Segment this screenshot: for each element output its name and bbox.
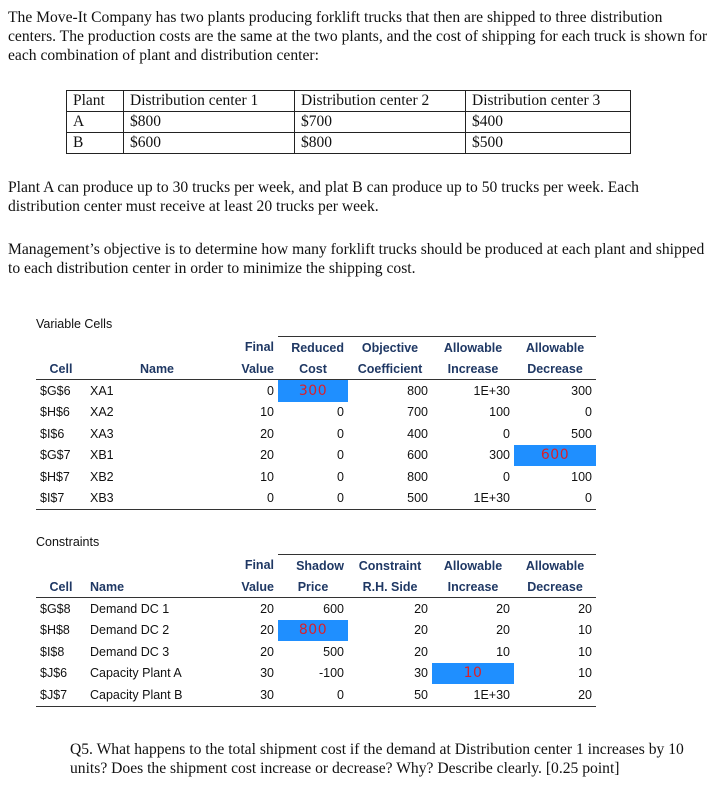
table-cell: 0 (337, 448, 344, 463)
table-cell: 500 (571, 426, 592, 441)
header-cell: Value (228, 576, 278, 598)
header-cell: Increase (432, 576, 514, 598)
table-cell: 0 (267, 383, 274, 398)
table-row (36, 598, 596, 620)
table-cell: $G$8 (40, 601, 71, 616)
table-cell: 50 (348, 684, 432, 706)
table-cell: 0 (503, 426, 510, 441)
table-cell: $400 (466, 112, 631, 133)
table-cell: 600 (407, 448, 428, 463)
header-cell (36, 555, 86, 577)
table-cell: $600 (124, 133, 295, 154)
header-cell: Name (86, 576, 228, 598)
table-row (36, 423, 596, 445)
table-cell: XA2 (90, 405, 114, 420)
header-cell: Objective (348, 337, 432, 359)
header-cell: Distribution center 2 (295, 91, 466, 112)
header-cell: Distribution center 3 (466, 91, 631, 112)
table-cell: 0 (337, 469, 344, 484)
handwritten-note: 300 (278, 380, 348, 402)
table-row (36, 380, 596, 402)
table-row (36, 620, 596, 642)
table-cell: Demand DC 1 (90, 601, 170, 616)
header-row (36, 358, 596, 380)
table-cell: 800 (407, 383, 428, 398)
table-cell: B (67, 133, 124, 154)
table-cell: 600 (323, 601, 344, 616)
header-cell (36, 337, 86, 359)
table-cell: 20 (260, 448, 274, 463)
header-cell (86, 337, 228, 359)
header-row (36, 555, 596, 577)
header-cell: Allowable (432, 337, 514, 359)
table-cell: $H$6 (40, 405, 70, 420)
header-cell: Plant (67, 91, 124, 112)
header-cell: Cell (36, 576, 86, 598)
table-cell: 20 (514, 684, 596, 706)
table-cell: 0 (278, 684, 348, 706)
table-cell: XB1 (90, 448, 114, 463)
shipping-cost-table (66, 90, 631, 154)
header-cell: Shadow (278, 555, 348, 577)
header-cell: Final (244, 558, 274, 573)
table-cell: 20 (578, 601, 592, 616)
table-cell: XB2 (90, 469, 114, 484)
header-cell: Allowable (514, 337, 596, 359)
table-cell: $800 (124, 112, 295, 133)
header-cell: Allowable (432, 555, 514, 577)
header-cell: Final (244, 340, 274, 355)
table-cell: 20 (414, 601, 428, 616)
header-cell: Cost (278, 358, 348, 380)
header-row (36, 337, 596, 359)
table-cell: A (67, 112, 124, 133)
table-cell: 30 (260, 666, 274, 681)
table-cell: 1E+30 (432, 488, 514, 510)
table-header-row (67, 91, 631, 112)
table-row (36, 641, 596, 663)
table-cell: 0 (337, 405, 344, 420)
table-cell: 500 (323, 644, 344, 659)
constraints-title: Constraints (36, 535, 100, 549)
table-cell: $G$6 (40, 383, 71, 398)
table-cell: 0 (228, 488, 278, 510)
header-cell: Coefficient (348, 358, 432, 380)
variable-cells-title: Variable Cells (36, 317, 113, 331)
table-row (36, 445, 596, 467)
table-cell: 0 (514, 488, 596, 510)
table-cell: 20 (260, 426, 274, 441)
table-cell: Demand DC 2 (90, 623, 170, 638)
table-cell: $I$8 (40, 644, 65, 659)
table-cell: 20 (414, 644, 428, 659)
table-cell: XA3 (90, 426, 114, 441)
table-cell: Demand DC 3 (90, 644, 170, 659)
table-cell: 10 (260, 469, 274, 484)
table-cell: 10 (496, 644, 510, 659)
header-cell: Price (278, 576, 348, 598)
header-cell: Increase (432, 358, 514, 380)
table-row (36, 466, 596, 488)
table-cell: 20 (260, 623, 274, 638)
header-cell: Decrease (514, 576, 596, 598)
table-row (67, 112, 631, 133)
table-cell: 20 (414, 623, 428, 638)
header-cell: Distribution center 1 (124, 91, 295, 112)
table-cell: $H$8 (40, 623, 70, 638)
header-cell: Decrease (514, 358, 596, 380)
table-row (36, 684, 596, 706)
table-cell: 300 (571, 383, 592, 398)
table-cell: 100 (571, 469, 592, 484)
variable-cells-table (36, 336, 596, 510)
table-cell: 20 (496, 623, 510, 638)
table-cell: Capacity Plant A (90, 666, 182, 681)
handwritten-note: 600 (514, 445, 596, 467)
table-cell: 10 (578, 644, 592, 659)
objective-paragraph: Management’s objective is to determine how many forklift trucks should be produced at each plant and shipped to each distribution center in order to minimize the shipping cost. (8, 241, 705, 277)
header-cell: Constraint (348, 555, 432, 577)
table-cell: 300 (489, 448, 510, 463)
table-cell: $800 (295, 133, 466, 154)
table-cell: 0 (503, 469, 510, 484)
table-cell: $G$7 (40, 448, 71, 463)
handwritten-note: 10 (432, 663, 514, 685)
table-cell: $J$7 (36, 684, 86, 706)
table-cell: 0 (278, 488, 348, 510)
table-row (36, 663, 596, 685)
header-cell: Cell (36, 358, 86, 380)
table-cell: 400 (407, 426, 428, 441)
table-row (67, 133, 631, 154)
question-paragraph: Q5. What happens to the total shipment cost if the demand at Distribution center 1 increases by 10 units? Does the shipment cost increase or decrease? Why? Describe clearly. [0.25 point] (70, 741, 684, 777)
table-cell: $700 (295, 112, 466, 133)
table-cell: 1E+30 (432, 684, 514, 706)
header-cell: Allowable (514, 555, 596, 577)
header-row (36, 576, 596, 598)
table-cell: $H$7 (40, 469, 70, 484)
table-cell: Capacity Plant B (86, 684, 228, 706)
table-cell: $I$7 (36, 488, 86, 510)
table-cell: 0 (337, 426, 344, 441)
table-cell: 10 (578, 666, 592, 681)
header-cell (86, 555, 228, 577)
table-row (36, 488, 596, 510)
header-cell: Name (86, 358, 228, 380)
table-cell: 100 (489, 405, 510, 420)
table-cell: $J$6 (40, 666, 68, 681)
header-cell: R.H. Side (348, 576, 432, 598)
table-cell: $I$6 (40, 426, 65, 441)
table-cell: -100 (318, 666, 344, 681)
table-cell: 800 (407, 469, 428, 484)
header-cell: Reduced (278, 337, 348, 359)
table-cell: 20 (260, 601, 274, 616)
table-cell: 10 (578, 623, 592, 638)
table-cell: 30 (414, 666, 428, 681)
table-cell: XA1 (90, 383, 114, 398)
table-cell: 20 (496, 601, 510, 616)
table-cell: $500 (466, 133, 631, 154)
table-cell: 0 (585, 405, 592, 420)
table-cell: 30 (228, 684, 278, 706)
table-row (36, 402, 596, 424)
handwritten-note: 800 (278, 620, 348, 642)
constraints-table (36, 554, 596, 707)
table-cell: 1E+30 (473, 383, 510, 398)
table-cell: XB3 (86, 488, 228, 510)
table-cell: 10 (260, 405, 274, 420)
intro-paragraph: The Move-It Company has two plants producing forklift trucks that then are shipped to three distribution centers. The production costs are the same at the two plants, and the cost of shipping for each truck is shown for each combination of plant and distribution center: (8, 9, 708, 64)
table-cell: 700 (407, 405, 428, 420)
header-cell: Value (228, 358, 278, 380)
capacity-paragraph: Plant A can produce up to 30 trucks per week, and plat B can produce up to 50 trucks per week. Each distribution center must receive at least 20 trucks per week. (8, 179, 639, 215)
table-cell: 500 (348, 488, 432, 510)
table-cell: 20 (260, 644, 274, 659)
